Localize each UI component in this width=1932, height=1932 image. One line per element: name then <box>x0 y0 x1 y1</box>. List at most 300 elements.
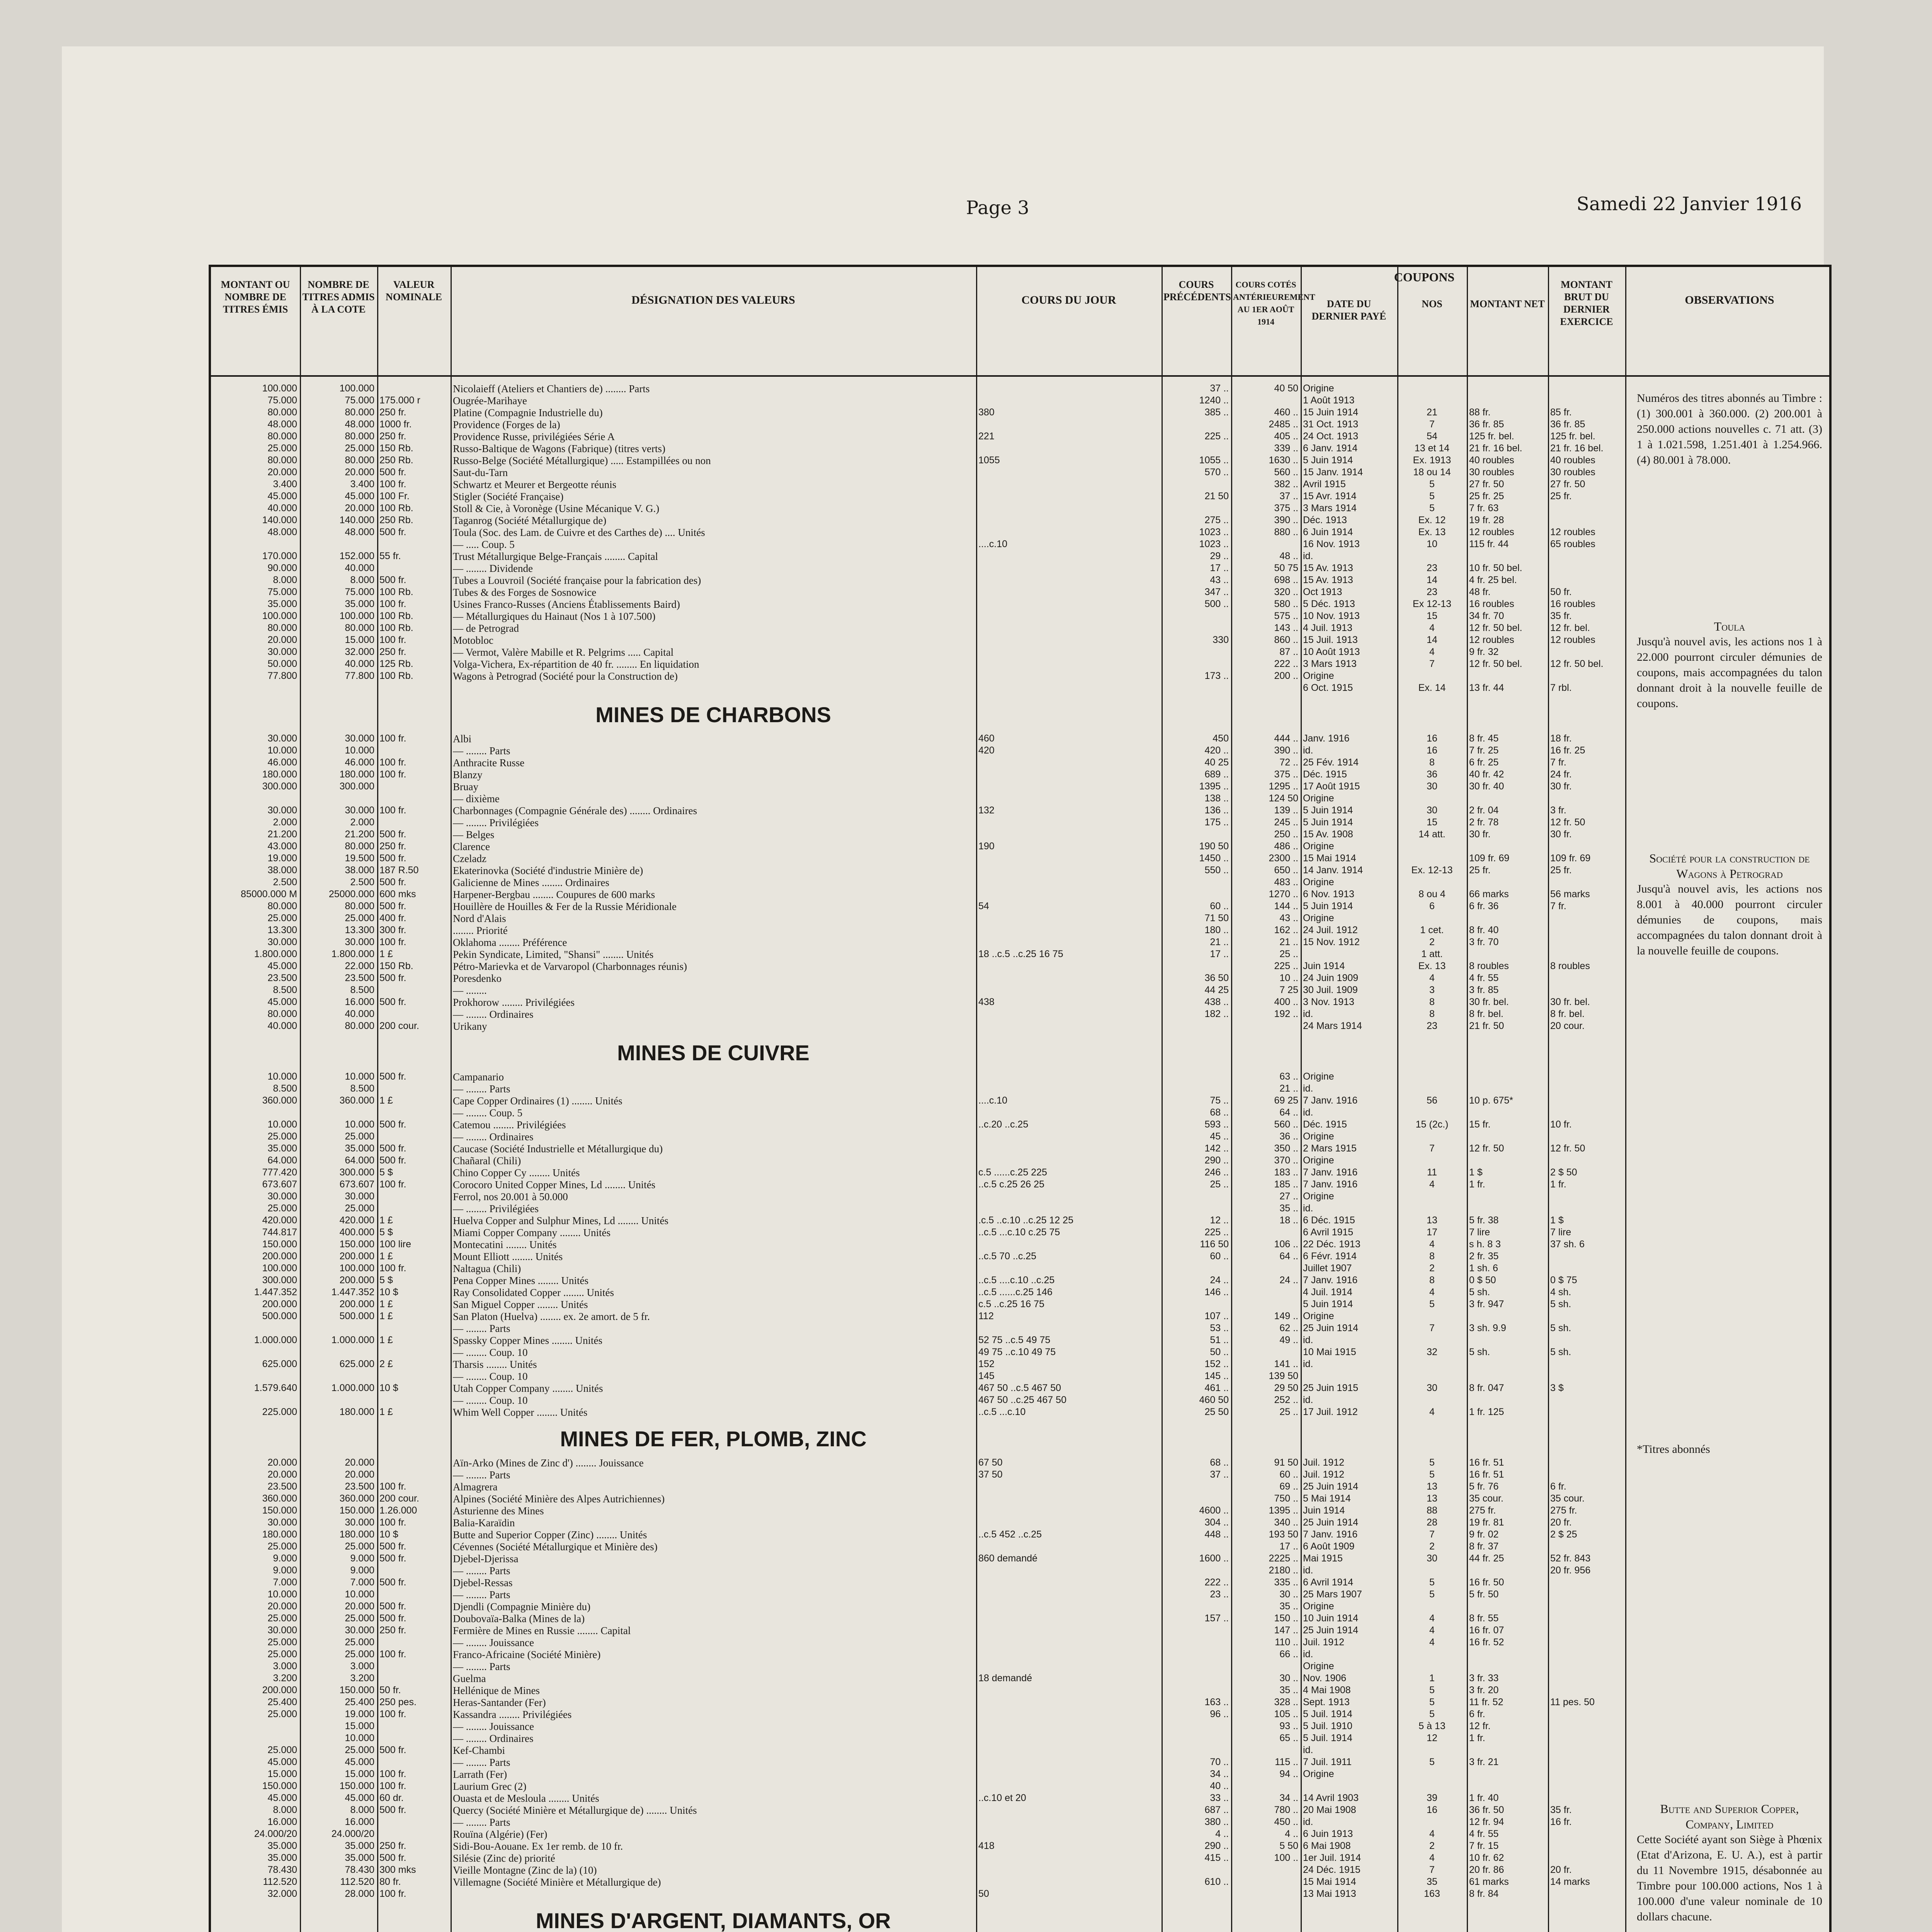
cell-date: 17 Août 1915 <box>1303 781 1360 792</box>
cell-date: 5 Mai 1914 <box>1303 1493 1351 1504</box>
cell-date: 15 Mai 1914 <box>1303 853 1356 864</box>
table-row <box>211 1661 1830 1673</box>
table-row <box>211 443 1830 455</box>
cell-net: 7 fr. 15 <box>1469 1840 1499 1851</box>
cell-brut: 30 fr. bel. <box>1550 997 1590 1007</box>
cell-brut: 12 fr. bel. <box>1550 622 1590 633</box>
cell-desig: — ........ Parts <box>453 745 510 757</box>
cell-admis: 180.000 <box>339 1406 374 1417</box>
cell-desig: Doubovaïa-Balka (Mines de la) <box>453 1613 585 1624</box>
cell-prec: 142 .. <box>1204 1143 1229 1154</box>
cell-no: 56 <box>1427 1095 1437 1106</box>
cell-emis: 3.200 <box>273 1673 297 1684</box>
cell-jour: 112 <box>978 1311 994 1321</box>
cell-val: 500 fr. <box>379 1541 406 1552</box>
col-header-coupons: COUPONS <box>1394 270 1455 284</box>
cell-admis: 24.000/20 <box>331 1828 374 1839</box>
cell-emis: 45.000 <box>267 997 297 1007</box>
cell-val: 1 £ <box>379 1311 393 1321</box>
cell-brut: 4 sh. <box>1550 1287 1571 1298</box>
observation-title: Société pour la construction de Wagons à Petrograd <box>1649 851 1810 881</box>
cell-net: 3 fr. 947 <box>1469 1299 1504 1310</box>
cell-desig: Caucase (Société Industrielle et Métallurgique du) <box>453 1143 663 1155</box>
cell-brut: 7 fr. <box>1550 901 1566 912</box>
cell-anc: 48 .. <box>1279 551 1298 561</box>
cell-brut: 20 fr. 956 <box>1550 1565 1591 1576</box>
cell-no: 163 <box>1424 1888 1440 1899</box>
cell-admis: 30.000 <box>345 937 374 947</box>
cell-admis: 75.000 <box>345 587 374 597</box>
cell-anc: 1270 .. <box>1269 889 1298 900</box>
col-header-valeur: VALEUR NOMINALE <box>386 279 442 303</box>
cell-anc: 24 .. <box>1279 1275 1298 1286</box>
cell-prec: 44 25 <box>1204 985 1229 995</box>
cell-net: 25 fr. <box>1469 865 1491 876</box>
cell-emis: 75.000 <box>267 587 297 597</box>
cell-no: 18 ou 14 <box>1413 467 1451 478</box>
cell-admis: 152.000 <box>339 551 374 561</box>
cell-net: 30 roubles <box>1469 467 1514 478</box>
table-row <box>211 1359 1830 1371</box>
cell-date: Origine <box>1303 1191 1334 1202</box>
cell-admis: 21.200 <box>345 829 374 840</box>
cell-emis: 16.000 <box>267 1816 297 1827</box>
observation-title: Toula <box>1714 619 1745 633</box>
cell-emis: 13.300 <box>267 925 297 935</box>
cell-val: 100 fr. <box>379 479 406 490</box>
cell-admis: 16.000 <box>345 1816 374 1827</box>
cell-admis: 300.000 <box>339 781 374 792</box>
cell-jour: 190 <box>978 841 995 852</box>
cell-emis: 3.000 <box>273 1661 297 1672</box>
cell-net: 30 fr. <box>1469 829 1491 840</box>
cell-no: 32 <box>1427 1347 1437 1357</box>
cell-date: 4 Mai 1908 <box>1303 1685 1351 1696</box>
cell-admis: 30.000 <box>345 1517 374 1528</box>
cell-date: 24 Déc. 1915 <box>1303 1864 1361 1875</box>
cell-val: 100 fr. <box>379 1709 406 1719</box>
cell-emis: 673.607 <box>262 1179 297 1190</box>
table-row <box>211 1828 1830 1840</box>
cell-desig: Toula (Soc. des Lam. de Cuivre et des Carthes de) .... Unités <box>453 527 705 538</box>
cell-val: 100 Rb. <box>379 622 413 633</box>
cell-jour: 132 <box>978 805 995 816</box>
cell-anc: 147 .. <box>1274 1625 1298 1636</box>
cell-val: 500 fr. <box>379 877 406 888</box>
observation-text: Jusqu'à nouvel avis, les actions nos 1 à 22.000 pourront circuler démunies de coupons, mais accompagnées du talon donnant droit à la nouvelle feuille de coupons. <box>1637 635 1822 710</box>
cell-net: 3 fr. 21 <box>1469 1757 1499 1767</box>
col-header-brut: MONTANT BRUT DU DERNIER EXERCICE <box>1560 279 1613 327</box>
cell-anc: 30 .. <box>1279 1589 1298 1600</box>
cell-admis: 15.000 <box>345 634 374 645</box>
cell-jour: ..c.20 ..c.25 <box>978 1119 1029 1130</box>
table-row <box>211 853 1830 865</box>
cell-brut: 16 fr. 25 <box>1550 745 1585 756</box>
cell-no: 30 <box>1427 1383 1437 1393</box>
cell-anc: 450 .. <box>1274 1816 1298 1827</box>
cell-admis: 30.000 <box>345 805 374 816</box>
cell-no: 3 <box>1429 985 1435 995</box>
cell-anc: 110 .. <box>1275 1637 1298 1648</box>
cell-desig: Balia-Karaïdin <box>453 1517 515 1529</box>
cell-brut: 12 fr. 50 bel. <box>1550 658 1604 669</box>
cell-desig: Ferrol, nos 20.001 à 50.000 <box>453 1191 568 1202</box>
cell-net: 2 fr. 04 <box>1469 805 1499 816</box>
cell-desig: Russo-Belge (Société Métallurgique) ..... Estampillées ou non <box>453 455 711 466</box>
cell-brut: 65 roubles <box>1550 539 1595 549</box>
cell-anc: 63 .. <box>1279 1071 1298 1082</box>
cell-date: 10 Juin 1914 <box>1303 1613 1359 1624</box>
cell-no: 1 att. <box>1421 949 1443 959</box>
cell-jour: 145 <box>978 1371 995 1381</box>
cell-no: 4 <box>1429 1828 1435 1839</box>
cell-prec: 225 .. <box>1204 431 1229 442</box>
cell-net: 5 fr. 76 <box>1469 1481 1499 1492</box>
cell-val: 125 Rb. <box>379 658 413 669</box>
cell-emis: 10.000 <box>267 1119 297 1130</box>
table-row <box>211 1541 1830 1553</box>
cell-emis: 48.000 <box>267 419 297 430</box>
cell-no: 5 <box>1429 1697 1435 1708</box>
cell-jour: 460 <box>978 733 995 744</box>
cell-net: 8 roubles <box>1469 961 1509 971</box>
cell-admis: 16.000 <box>345 997 374 1007</box>
cell-anc: 460 .. <box>1274 407 1298 418</box>
cell-no: 13 et 14 <box>1414 443 1450 454</box>
cell-net: 12 roubles <box>1469 634 1514 645</box>
cell-net: 1 fr. 125 <box>1469 1406 1504 1417</box>
cell-net: 9 fr. 02 <box>1469 1529 1499 1540</box>
cell-desig: — Vermot, Valère Mabille et R. Pelgrims ..... Capital <box>453 646 674 658</box>
cell-emis: 32.000 <box>267 1888 297 1899</box>
cell-brut: 52 fr. 843 <box>1550 1553 1591 1564</box>
cell-prec: 225 .. <box>1204 1227 1229 1238</box>
cell-val: 250 fr. <box>379 841 406 852</box>
cell-date: 24 Juil. 1912 <box>1303 925 1358 935</box>
cell-desig: Stoll & Cie, à Voronège (Usine Mécanique V. G.) <box>453 503 660 514</box>
cell-brut: 30 fr. <box>1550 829 1572 840</box>
cell-net: 44 fr. 25 <box>1469 1553 1504 1564</box>
cell-desig: Albi <box>453 733 472 745</box>
cell-admis: 40.000 <box>345 658 374 669</box>
cell-net: 20 fr. 86 <box>1469 1864 1504 1875</box>
cell-val: 500 fr. <box>379 1143 406 1154</box>
cell-val: 150 Rb. <box>379 961 413 971</box>
cell-val: 1 £ <box>379 1095 393 1106</box>
cell-date: 15 Mai 1914 <box>1303 1876 1356 1887</box>
cell-no: 5 <box>1429 491 1435 502</box>
cell-date: 6 Févr. 1914 <box>1303 1251 1357 1262</box>
cell-desig: Spassky Copper Mines ........ Unités <box>453 1335 602 1346</box>
page-number: Page 3 <box>966 197 1029 219</box>
cell-val: 5 $ <box>379 1227 393 1238</box>
cell-val: 250 fr. <box>379 431 406 442</box>
cell-no: 5 <box>1429 1709 1435 1719</box>
cell-emis: 20.000 <box>267 467 297 478</box>
cell-anc: 105 .. <box>1274 1709 1298 1719</box>
cell-date: 30 Juil. 1909 <box>1303 985 1358 995</box>
cell-brut: 30 roubles <box>1550 467 1595 478</box>
cell-desig: Miami Copper Company ........ Unités <box>453 1227 611 1238</box>
cell-jour: ..c.5 c.25 26 25 <box>978 1179 1044 1190</box>
cell-no: 2 <box>1429 1263 1435 1274</box>
cell-prec: 21 50 <box>1204 491 1229 502</box>
cell-date: 6 Août 1909 <box>1303 1541 1355 1552</box>
table-row <box>211 419 1830 431</box>
cell-admis: 625.000 <box>339 1359 374 1369</box>
cell-no: 16 <box>1427 1804 1437 1815</box>
cell-emis: 180.000 <box>262 1529 297 1540</box>
cell-prec: 222 .. <box>1204 1577 1229 1588</box>
cell-date: 15 Avr. 1914 <box>1303 491 1357 502</box>
cell-no: 7 <box>1429 658 1435 669</box>
cell-desig: Nicolaieff (Ateliers et Chantiers de) ........ Parts <box>453 383 650 395</box>
cell-no: 23 <box>1427 587 1437 597</box>
cell-desig: Providence (Forges de la) <box>453 419 560 430</box>
col-header-net: MONTANT NET <box>1470 298 1545 310</box>
cell-anc: 143 .. <box>1274 622 1298 633</box>
cell-net: 12 fr. 50 <box>1469 1143 1504 1154</box>
cell-val: 10 $ <box>379 1287 398 1298</box>
cell-date: 15 Av. 1913 <box>1303 563 1353 573</box>
cell-net: 5 fr. 38 <box>1469 1215 1499 1226</box>
cell-desig: — ........ Privilégiées <box>453 1203 539 1214</box>
table-row <box>211 1601 1830 1613</box>
cell-net: 61 marks <box>1469 1876 1509 1887</box>
cell-admis: 1.800.000 <box>331 949 374 959</box>
cell-val: 100 fr. <box>379 599 406 609</box>
cell-no: 2 <box>1429 1541 1435 1552</box>
cell-anc: 405 .. <box>1274 431 1298 442</box>
table-row <box>211 611 1830 622</box>
table-row <box>211 733 1830 745</box>
cell-desig: — ........ Jouissance <box>453 1637 534 1648</box>
cell-no: 5 <box>1429 1469 1435 1480</box>
cell-brut: 7 rbl. <box>1550 682 1572 693</box>
cell-no: 36 <box>1427 769 1437 780</box>
cell-admis: 180.000 <box>339 769 374 780</box>
cell-date: 25 Juin 1914 <box>1303 1481 1359 1492</box>
table-row <box>211 599 1830 611</box>
cell-date: 5 Juin 1914 <box>1303 455 1353 466</box>
cell-emis: 50.000 <box>267 658 297 669</box>
cell-jour: 380 <box>978 407 995 418</box>
cell-no: 5 <box>1429 1685 1435 1696</box>
cell-brut: 25 fr. <box>1550 865 1572 876</box>
table-row <box>211 515 1830 527</box>
cell-net: 275 fr. <box>1469 1505 1496 1516</box>
cell-no: 21 <box>1427 407 1437 418</box>
cell-admis: 10.000 <box>345 1589 374 1600</box>
cell-anc: 328 .. <box>1274 1697 1298 1708</box>
cell-jour: 18 demandé <box>978 1673 1032 1684</box>
cell-val: 100 Rb. <box>379 587 413 597</box>
cell-date: Origine <box>1303 1769 1334 1779</box>
cell-anc: 35 .. <box>1279 1203 1298 1214</box>
cell-no: 7 <box>1429 1529 1435 1540</box>
cell-admis: 25.000 <box>345 1203 374 1214</box>
cell-jour: ..c.5 ....c.10 ..c.25 <box>978 1275 1055 1286</box>
cell-anc: 10 .. <box>1279 973 1298 983</box>
cell-net: 3 fr. 70 <box>1469 937 1499 947</box>
cell-prec: 107 .. <box>1204 1311 1229 1321</box>
table-row <box>211 1107 1830 1119</box>
cell-emis: 80.000 <box>267 901 297 912</box>
cell-date: 7 Janv. 1916 <box>1303 1095 1358 1106</box>
cell-date: Origine <box>1303 1155 1334 1166</box>
cell-val: 100 Rb. <box>379 670 413 681</box>
table-row <box>211 769 1830 781</box>
cell-no: Ex. 1913 <box>1413 455 1451 466</box>
table-row <box>211 1697 1830 1709</box>
cell-emis: 200.000 <box>262 1685 297 1696</box>
cell-desig: Ougrée-Marihaye <box>453 395 527 406</box>
cell-emis: 80.000 <box>267 407 297 418</box>
cell-val: 1 £ <box>379 1406 393 1417</box>
cell-admis: 35.000 <box>345 1852 374 1863</box>
cell-admis: 10.000 <box>345 1119 374 1130</box>
cell-val: 500 fr. <box>379 527 406 537</box>
col-header-no: NOS <box>1422 298 1442 310</box>
cell-no: 5 <box>1429 1457 1435 1468</box>
cell-prec: 24 .. <box>1210 1275 1229 1286</box>
cell-emis: 300.000 <box>262 1275 297 1286</box>
table-row <box>211 757 1830 769</box>
observation-text: Numéros des titres abonnés au Timbre : (1) 300.001 à 360.000. (2) 200.001 à 250.000 actions nouvelles c. 71 att. (3) 1 à 1.021.598, 1.251.401 à 1.254.966. (4) 80.001 à 78.000. <box>1637 392 1822 466</box>
cell-no: 7 <box>1429 419 1435 430</box>
cell-admis: 80.000 <box>345 841 374 852</box>
cell-prec: 50 .. <box>1210 1347 1229 1357</box>
cell-desig: — ........ Coup. 10 <box>453 1347 528 1358</box>
table-row <box>211 805 1830 817</box>
table-row <box>211 1131 1830 1143</box>
cell-anc: 27 .. <box>1279 1191 1298 1202</box>
cell-brut: 5 sh. <box>1550 1323 1571 1333</box>
table-row <box>211 634 1830 646</box>
cell-admis: 19.000 <box>345 1709 374 1719</box>
cell-emis: 35.000 <box>267 1852 297 1863</box>
cell-anc: 21 .. <box>1279 937 1298 947</box>
cell-admis: 9.000 <box>350 1565 374 1576</box>
cell-anc: 7 25 <box>1279 985 1298 995</box>
cell-anc: 18 .. <box>1279 1215 1298 1226</box>
cell-prec: 25 .. <box>1210 1179 1229 1190</box>
table-row <box>211 1239 1830 1251</box>
cell-net: 0 $ 50 <box>1469 1275 1496 1286</box>
cell-net: 21 fr. 16 bel. <box>1469 443 1522 454</box>
cell-desig: — ........ Ordinaires <box>453 1009 534 1020</box>
cell-prec: 17 .. <box>1210 563 1229 573</box>
cell-desig: — ........ Parts <box>453 1083 510 1095</box>
cell-emis: 45.000 <box>267 961 297 971</box>
table-row <box>211 467 1830 479</box>
table-row <box>211 1203 1830 1215</box>
table-row <box>211 455 1830 467</box>
cell-prec: 415 .. <box>1204 1852 1229 1863</box>
cell-date: 5 Juin 1914 <box>1303 1299 1353 1310</box>
observation-text: *Titres abonnés <box>1637 1443 1710 1456</box>
cell-admis: 38.000 <box>345 865 374 876</box>
cell-date: 6 Déc. 1915 <box>1303 1215 1355 1226</box>
cell-date: id. <box>1303 1335 1313 1345</box>
cell-no: Ex. 13 <box>1418 961 1446 971</box>
cell-val: 400 fr. <box>379 913 406 923</box>
table-row <box>211 658 1830 670</box>
cell-val: 250 pes. <box>379 1697 417 1708</box>
cell-brut: 36 fr. 85 <box>1550 419 1585 430</box>
cell-date: 4 Juil. 1913 <box>1303 622 1352 633</box>
cell-date: 6 Avril 1914 <box>1303 1577 1354 1588</box>
cell-admis: 100.000 <box>339 383 374 394</box>
cell-desig: Djebel-Djerissa <box>453 1553 519 1565</box>
cell-desig: Usines Franco-Russes (Anciens Établissements Baird) <box>453 599 680 610</box>
cell-emis: 78.430 <box>267 1864 297 1875</box>
cell-anc: 43 .. <box>1279 913 1298 923</box>
cell-admis: 8.500 <box>350 1083 374 1094</box>
cell-desig: Oklahoma ........ Préférence <box>453 937 567 948</box>
cell-net: 8 fr. 55 <box>1469 1613 1499 1624</box>
cell-prec: 21 .. <box>1210 937 1229 947</box>
cell-prec: 182 .. <box>1204 1009 1229 1019</box>
table-row <box>211 395 1830 407</box>
table-row <box>211 925 1830 937</box>
cell-date: 15 Nov. 1912 <box>1303 937 1360 947</box>
cell-desig: — dixième <box>453 793 500 804</box>
cell-no: 4 <box>1429 622 1435 633</box>
cell-admis: 30.000 <box>345 733 374 744</box>
table-row <box>211 1009 1830 1020</box>
table-row <box>211 1071 1830 1083</box>
cell-date: 5 Juin 1914 <box>1303 901 1353 912</box>
cell-prec: 138 .. <box>1204 793 1229 804</box>
cell-anc: 93 .. <box>1279 1721 1298 1731</box>
table-row <box>211 1095 1830 1107</box>
cell-prec: 175 .. <box>1204 817 1229 828</box>
cell-admis: 9.000 <box>350 1553 374 1564</box>
cell-prec: 157 .. <box>1204 1613 1229 1624</box>
cell-net: s h. 8 3 <box>1469 1239 1501 1250</box>
cell-jour: c.5 ......c.25 225 <box>978 1167 1047 1178</box>
cell-jour: 49 75 ..c.10 49 75 <box>978 1347 1056 1357</box>
table-row <box>211 1517 1830 1529</box>
cell-emis: 9.000 <box>273 1553 297 1564</box>
cell-emis: 500.000 <box>262 1311 297 1321</box>
cell-date: 7 Janv. 1916 <box>1303 1275 1358 1286</box>
cell-admis: 7.000 <box>350 1577 374 1588</box>
cell-anc: 560 .. <box>1274 1119 1298 1130</box>
cell-anc: 2300 .. <box>1269 853 1298 864</box>
cell-jour: ....c.10 <box>978 1095 1008 1106</box>
cell-net: 16 fr. 52 <box>1469 1637 1504 1648</box>
cell-desig: Djebel-Ressas <box>453 1577 513 1588</box>
cell-admis: 200.000 <box>339 1299 374 1310</box>
cell-desig: Quercy (Société Minière et Métallurgique de) ........ Unités <box>453 1804 697 1816</box>
cell-date: 10 Mai 1915 <box>1303 1347 1356 1357</box>
cell-emis: 20.000 <box>267 1469 297 1480</box>
cell-anc: 335 .. <box>1274 1577 1298 1588</box>
table-row <box>211 1383 1830 1395</box>
cell-no: 1 <box>1429 1673 1435 1684</box>
table-row <box>211 877 1830 889</box>
section-title: MINES DE FER, PLOMB, ZINC <box>560 1427 867 1451</box>
cell-emis: 30.000 <box>267 733 297 744</box>
cell-date: id. <box>1303 551 1313 561</box>
cell-net: 3 fr. 20 <box>1469 1685 1499 1696</box>
cell-prec: 40 .. <box>1210 1781 1229 1791</box>
cell-admis: 30.000 <box>345 1625 374 1636</box>
cell-emis: 40.000 <box>267 1020 297 1031</box>
cell-emis: 9.000 <box>273 1565 297 1576</box>
